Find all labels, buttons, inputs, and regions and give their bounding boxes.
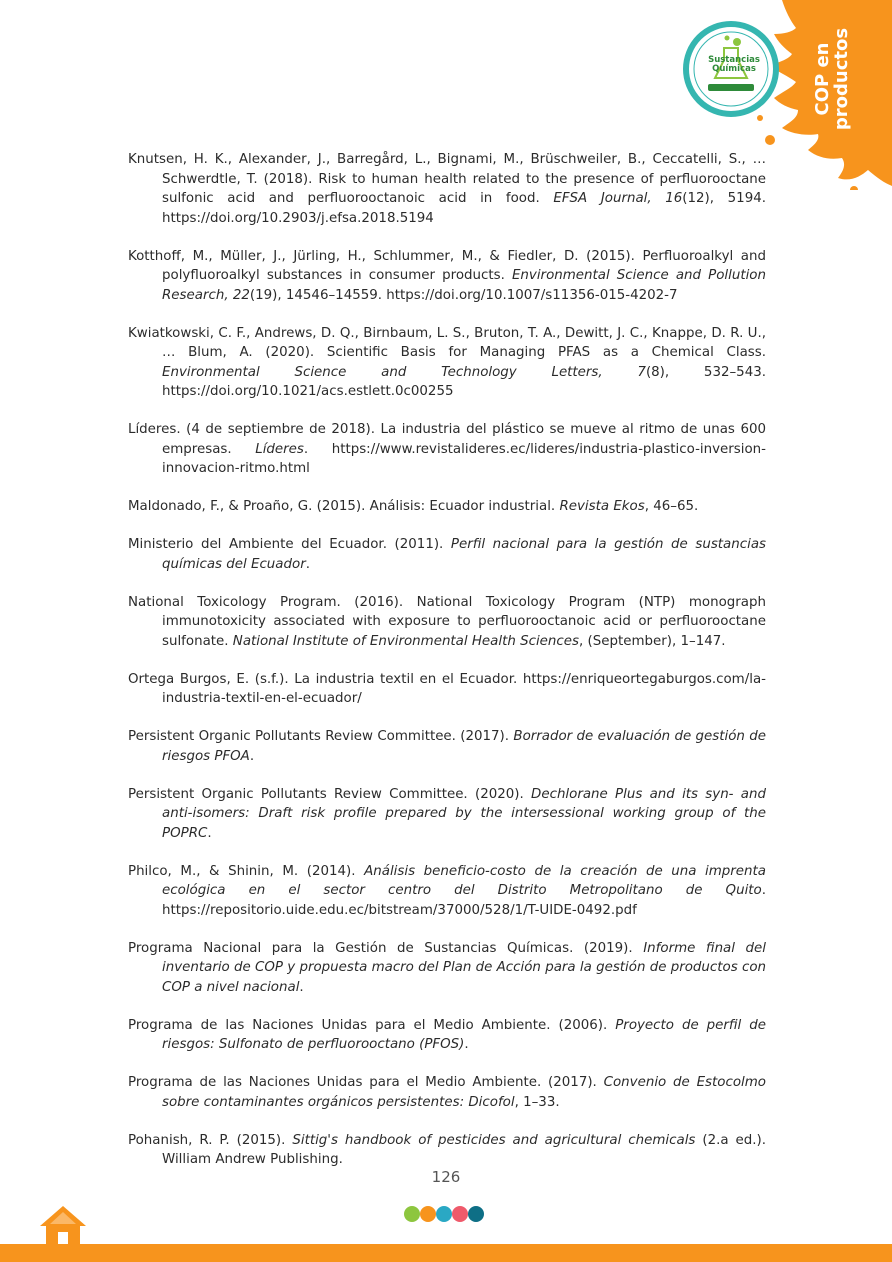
reference-tail: (2.a ed.). William Andrew Publishing. — [162, 1132, 767, 1167]
footer-bar — [0, 1244, 892, 1262]
reference-source: National Institute of Environmental Health Sciences — [232, 633, 579, 649]
reference-tail: . — [249, 748, 255, 764]
reference-tail: (8), 532–543. https://doi.org/10.1021/acs.estlett.0c00255 — [162, 364, 766, 399]
logo-title-line1: Sustancias — [708, 55, 760, 65]
reference-entry — [128, 324, 766, 402]
reference-entry — [128, 727, 766, 766]
reference-source: Sittig's handbook of pesticides and agricultural chemicals — [292, 1132, 696, 1148]
home-icon[interactable] — [38, 1204, 88, 1246]
reference-source: Environmental Science and Pollution Research, 22 — [162, 268, 766, 303]
logo-title — [706, 56, 762, 74]
reference-source: Líderes — [255, 441, 304, 457]
reference-text: Persistent Organic Pollutants Review Committee. (2017). — [128, 729, 514, 744]
page-number: 126 — [431, 1168, 461, 1186]
reference-source: Borrador de evaluación de gestión de riesgos PFOA — [162, 729, 766, 764]
reference-text: Líderes. (4 de septiembre de 2018). La industria del plástico se mueve al ritmo de unas 600 empresas. — [128, 422, 766, 457]
reference-entry — [128, 939, 766, 998]
reference-source: Environmental Science and Technology Letters, 7 — [162, 364, 646, 380]
reference-text: Knutsen, H. K., Alexander, J., Barregård, L., Bignami, M., Brüschweiler, B., Ceccatelli, S., … Schwerdtle, T. (2018). Risk to human health related to the presence of perfluorooctane sulfonic acid and perfluorooctanoic acid in food. — [128, 152, 766, 206]
color-dot — [452, 1206, 468, 1222]
reference-entry — [128, 593, 766, 652]
reference-entry — [128, 670, 766, 709]
reference-tail: , (September), 1–147. — [578, 633, 726, 649]
reference-tail: . — [305, 556, 310, 572]
reference-source: Proyecto de perfil de riesgos: Sulfonato de perfluorooctano (PFOS) — [162, 1017, 766, 1052]
reference-tail: . — [207, 825, 212, 841]
color-dot — [468, 1206, 484, 1222]
reference-source: Convenio de Estocolmo sobre contaminantes orgánicos persistentes: Dicofol — [162, 1075, 766, 1110]
reference-source: Revista Ekos — [559, 499, 645, 514]
reference-entry — [128, 150, 766, 228]
reference-entry — [128, 1016, 766, 1055]
reference-entry — [128, 1131, 766, 1170]
reference-text: Kotthoff, M., Müller, J., Jürling, H., Schlummer, M., & Fiedler, D. (2015). Perfluoroalkyl and polyfluoroalkyl substances in consumer products. — [128, 248, 766, 283]
reference-text: Programa de las Naciones Unidas para el Medio Ambiente. (2006). — [128, 1017, 616, 1033]
reference-text: Kwiatkowski, C. F., Andrews, D. Q., Birnbaum, L. S., Bruton, T. A., Dewitt, J. C., Knappe, D. R. U., … Blum, A. (2020). Scientific Basis for Managing PFAS as a Chemical Class. — [128, 325, 766, 360]
reference-tail: (12), 5194. https://doi.org/10.2903/j.efsa.2018.5194 — [162, 191, 766, 226]
reference-entry — [128, 420, 766, 479]
reference-list — [128, 150, 766, 1188]
color-dot — [420, 1206, 436, 1222]
color-dot — [404, 1206, 420, 1222]
logo-title-line2: Químicas — [712, 64, 756, 74]
reference-source: Perfil nacional para la gestión de sustancias químicas del Ecuador — [162, 537, 766, 572]
reference-text: Ministerio del Ambiente del Ecuador. (2011). — [128, 537, 451, 552]
reference-tail: , 1–33. — [514, 1094, 560, 1110]
reference-entry — [128, 1073, 766, 1112]
reference-source: Análisis beneficio-costo de la creación de una imprenta ecológica en el sector centro del Distrito Metropolitano de Quito — [162, 863, 766, 898]
reference-source: EFSA Journal, 16 — [553, 191, 683, 206]
section-label-line2: productos — [831, 27, 852, 131]
reference-entry — [128, 497, 766, 517]
reference-tail: , 46–65. — [644, 499, 699, 514]
reference-tail: . — [464, 1037, 469, 1052]
reference-source: Dechlorane Plus and its syn- and anti-isomers: Draft risk profile prepared by the intersessional working group of the POPRC — [162, 786, 766, 841]
reference-text: Programa de las Naciones Unidas para el Medio Ambiente. (2017). — [128, 1075, 604, 1090]
color-dot — [436, 1206, 452, 1222]
reference-text: Programa Nacional para la Gestión de Sustancias Químicas. (2019). — [128, 940, 644, 956]
reference-text: Ortega Burgos, E. (s.f.). La industria textil en el Ecuador. https://enriqueortegaburgos.com/la-industria-textil-en-el-ecuador/ — [128, 671, 766, 706]
reference-entry — [128, 785, 766, 844]
reference-entry — [128, 535, 766, 574]
reference-tail: . https://repositorio.uide.edu.ec/bitstream/37000/528/1/T-UIDE-0492.pdf — [162, 883, 766, 918]
reference-source: Informe final del inventario de COP y propuesta macro del Plan de Acción para la gestión de productos con COP a nivel nacional — [162, 940, 767, 995]
reference-entry — [128, 247, 766, 306]
reference-entry — [128, 862, 766, 921]
reference-tail: (19), 14546–14559. https://doi.org/10.1007/s11356-015-4202-7 — [249, 287, 678, 303]
reference-text: Maldonado, F., & Proaño, G. (2015). Análisis: Ecuador industrial. — [128, 499, 560, 514]
reference-text: Persistent Organic Pollutants Review Committee. (2020). — [128, 786, 532, 802]
section-label-line1: COP en — [812, 42, 833, 116]
reference-text: National Toxicology Program. (2016). National Toxicology Program (NTP) monograph immunotoxicity associated with exposure to perfluorooctanoic acid or perfluorooctane sulfonate. — [128, 594, 766, 649]
reference-text: Philco, M., & Shinin, M. (2014). — [128, 863, 365, 879]
reference-tail: . — [299, 979, 304, 995]
reference-text: Pohanish, R. P. (2015). — [128, 1132, 293, 1148]
reference-tail: . https://www.revistalideres.ec/lideres/industria-plastico-inversion-innovacion-ritmo.html — [162, 441, 766, 476]
section-label — [808, 27, 856, 131]
